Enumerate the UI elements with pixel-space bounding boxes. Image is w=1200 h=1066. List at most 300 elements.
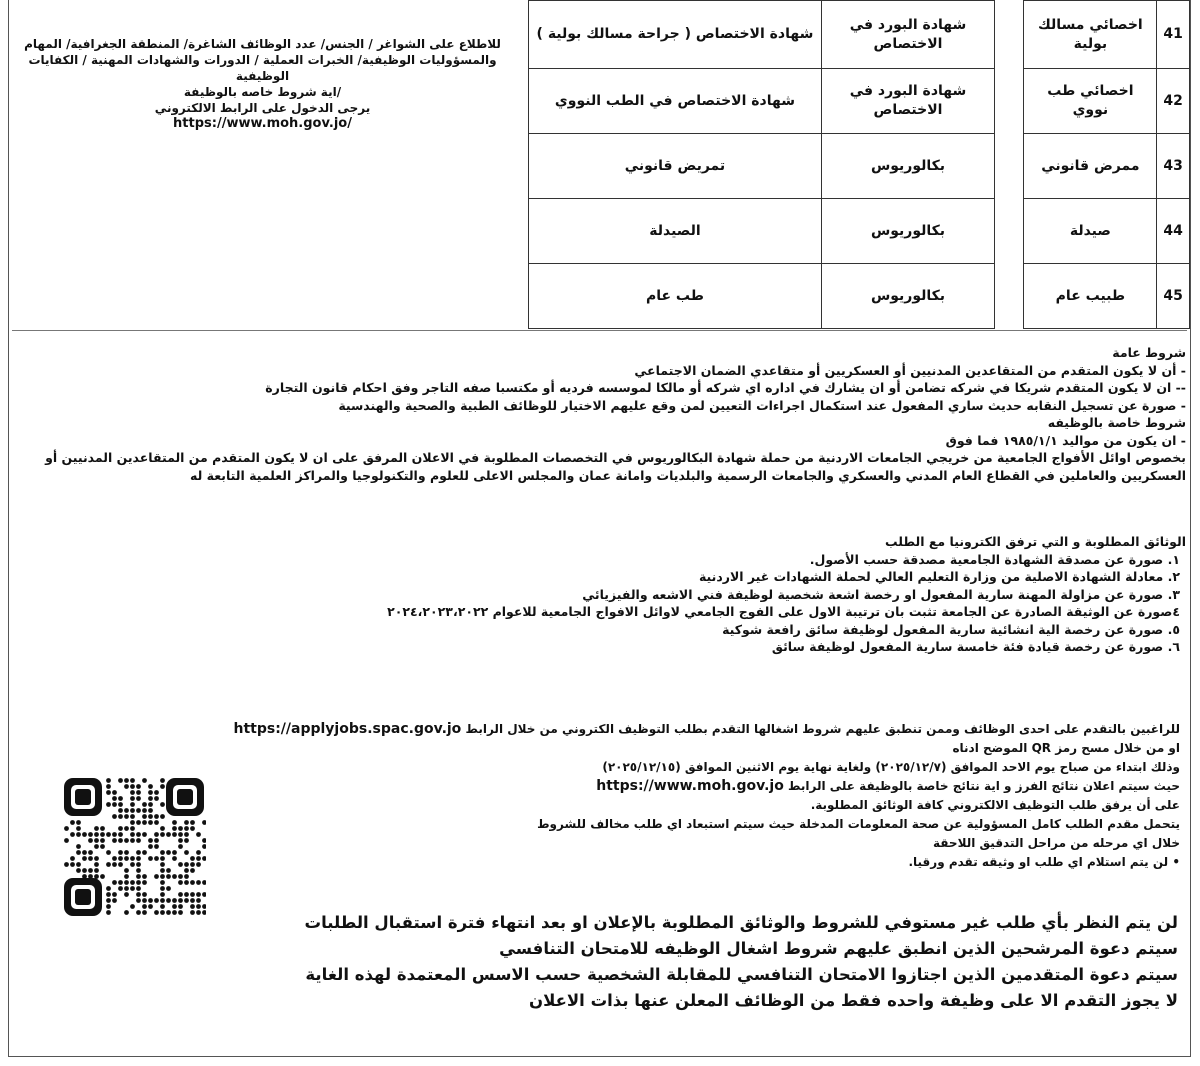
qr-module (124, 850, 129, 855)
qr-module (160, 784, 165, 789)
qr-module (70, 820, 75, 825)
qr-module (136, 832, 141, 837)
qr-module (106, 802, 111, 807)
qr-module (70, 832, 75, 837)
application-line (180, 777, 1180, 796)
qr-module (106, 904, 111, 909)
note-line: يرجى الدخول على الرابط الالكتروني (154, 101, 371, 115)
qr-module (118, 880, 123, 885)
qr-module (130, 826, 135, 831)
qr-module (124, 874, 129, 879)
qr-module (196, 904, 201, 909)
qr-module (118, 832, 123, 837)
final-note: سيتم دعوة المرشحين الذين انطبق عليهم شروط اشغال الوظيفه للامتحان التنافسي (499, 939, 1178, 958)
document-item: ٥. صورة عن رخصة الية انشائية سارية المفعول لوظيفة سائق رافعة شوكية (722, 621, 1180, 637)
application-line: او من خلال مسح رمز QR الموضح ادناه (952, 741, 1180, 755)
qr-module (94, 844, 99, 849)
qr-module (136, 874, 141, 879)
condition-item: -- ان لا يكون المتقدم شريكا في شركه تضامن أو ان يشارك في اداره اي شركه أو مالكا لموسسه فرديه أو مكتسبا صفه التاجر وفق احكام قانون التجارة (265, 380, 1186, 395)
apply-link[interactable]: https://applyjobs.spac.gov.jo (233, 721, 462, 737)
qr-module (106, 886, 111, 891)
qr-module (184, 838, 189, 843)
qr-module (82, 850, 87, 855)
qr-module (202, 820, 206, 825)
vacancy-info-note (10, 36, 515, 132)
qr-module (64, 826, 69, 831)
qr-module (118, 778, 123, 783)
qr-module (76, 832, 81, 837)
qr-module (124, 814, 129, 819)
qr-module (94, 856, 99, 861)
final-note: لا يجوز التقدم الا على وظيفة واحده فقط من الوظائف المعلن عنها بذات الاعلان (529, 991, 1178, 1010)
qr-module (148, 790, 153, 795)
qr-module (118, 838, 123, 843)
job-specialty: الصيدلة (529, 199, 822, 264)
qr-module (142, 814, 147, 819)
qr-module (202, 844, 206, 849)
qr-module (184, 850, 189, 855)
job-specialty: تمريض قانوني (529, 134, 822, 199)
qr-module (142, 898, 147, 903)
qr-module (190, 862, 195, 867)
qr-module (160, 886, 165, 891)
qr-module (148, 898, 153, 903)
qr-module (190, 898, 195, 903)
job-number: 42 (1157, 69, 1190, 134)
qr-module (178, 892, 183, 897)
application-text: حيث سيتم اعلان نتائج الفرز و اية نتائج خاصة بالوظيفة على الرابط (788, 779, 1180, 793)
note-line: للاطلاع على الشواغر / الجنس/ عدد الوظائف الشاغرة/ المنطقة الجغرافية/ المهام (24, 37, 501, 51)
qr-module (160, 880, 165, 885)
qr-module (184, 874, 189, 879)
qr-module (112, 814, 117, 819)
job-degree: شهادة البورد في الاختصاص (821, 69, 994, 134)
job-name: اخصائي مسالك بولية (1024, 1, 1157, 69)
results-link[interactable]: https://www.moh.gov.jo (596, 778, 784, 794)
qr-module (148, 784, 153, 789)
qr-module (112, 796, 117, 801)
qr-module (202, 892, 206, 897)
qr-module (88, 838, 93, 843)
qr-module (154, 910, 159, 915)
page-border-right (1190, 0, 1191, 1056)
qr-module (202, 838, 206, 843)
qr-module (172, 874, 177, 879)
qr-module (190, 820, 195, 825)
qr-module (124, 808, 129, 813)
qr-module (118, 850, 123, 855)
qr-module (142, 874, 147, 879)
qr-module (202, 910, 206, 915)
qr-module (142, 850, 147, 855)
qr-module (130, 862, 135, 867)
qr-module (76, 826, 81, 831)
qr-module (136, 838, 141, 843)
qr-module (130, 820, 135, 825)
qr-module (112, 832, 117, 837)
qr-module (166, 886, 171, 891)
job-name: صيدلة (1024, 199, 1157, 264)
qr-module (160, 910, 165, 915)
qr-module (112, 892, 117, 897)
general-conditions-title: شروط عامة (1112, 345, 1186, 360)
qr-module (184, 862, 189, 867)
qr-module (184, 826, 189, 831)
qr-module (100, 826, 105, 831)
qr-module (160, 868, 165, 873)
document-item: ١. صورة عن مصدقة الشهادة الجامعية مصدقة حسب الأصول. (809, 551, 1180, 567)
qr-module (148, 856, 153, 861)
job-degree: بكالوريوس (821, 264, 994, 329)
qr-module (100, 874, 105, 879)
qr-module (160, 862, 165, 867)
document-item: ٤صورة عن الوثيقة الصادرة عن الجامعة تثبت بان ترتيبة الاول على الفوج الجامعي لاوائل الافواج الجامعية للاعوام ٢٠٢٤،٢٠٢٣،٢٠٢٢ (387, 604, 1180, 619)
qr-module (172, 850, 177, 855)
qr-module (112, 898, 117, 903)
application-line: على أن يرفق طلب التوظيف الالكتروني كافة الوثائق المطلوبة. (810, 798, 1180, 812)
qr-module (166, 910, 171, 915)
qr-module (76, 862, 81, 867)
qr-module (196, 910, 201, 915)
qr-module (124, 886, 129, 891)
final-notes (298, 910, 1178, 1014)
qr-module (202, 880, 206, 885)
qr-module (118, 856, 123, 861)
qr-module (112, 838, 117, 843)
qr-module (178, 880, 183, 885)
qr-module (202, 856, 206, 861)
qr-module (130, 802, 135, 807)
qr-module (136, 784, 141, 789)
qr-module (100, 844, 105, 849)
qr-module (148, 796, 153, 801)
application-line: وذلك ابتداء من صباح يوم الاحد الموافق (٢٠٢٥/١٢/٧) ولغاية نهاية يوم الاثنين الموافق (٢٠٢٥/١٢/١٥) (602, 760, 1180, 774)
qr-module (136, 892, 141, 897)
qr-module (166, 868, 171, 873)
column-gap (995, 199, 1024, 264)
qr-module (154, 856, 159, 861)
qr-module (154, 844, 159, 849)
qr-module (76, 820, 81, 825)
qr-module (154, 790, 159, 795)
qr-module (124, 838, 129, 843)
qr-module (178, 826, 183, 831)
table-row (529, 69, 1190, 134)
page-border-left (8, 0, 9, 1056)
qr-module (172, 910, 177, 915)
qr-module (124, 856, 129, 861)
qr-module (172, 898, 177, 903)
qr-module (106, 910, 111, 915)
qr-module (106, 862, 111, 867)
application-line: يتحمل مقدم الطلب كامل المسؤولية عن صحة المعلومات المدخلة حيث سيتم استبعاد اي طلب مخالف للشروط (537, 817, 1180, 831)
qr-module (160, 898, 165, 903)
qr-module (172, 856, 177, 861)
qr-module (178, 844, 183, 849)
qr-module (160, 832, 165, 837)
qr-module (160, 874, 165, 879)
qr-module (136, 808, 141, 813)
application-text: للراغبين بالتقدم على احدى الوظائف وممن تنطبق عليهم شروط اشغالها التقدم بطلب التوظيف الكتروني من خلال الرابط (465, 722, 1180, 736)
column-gap (995, 134, 1024, 199)
qr-module (130, 790, 135, 795)
final-note: لن يتم النظر بأي طلب غير مستوفي للشروط والوثائق المطلوبة بالإعلان او بعد انتهاء فترة استقبال الطلبات (304, 913, 1178, 932)
conditions-section (16, 344, 1186, 484)
qr-module (130, 886, 135, 891)
qr-module (190, 856, 195, 861)
qr-module (196, 898, 201, 903)
qr-module (118, 814, 123, 819)
qr-module (88, 832, 93, 837)
qr-module (142, 880, 147, 885)
jobs-table (528, 0, 1190, 329)
qr-module (142, 904, 147, 909)
qr-module (148, 904, 153, 909)
qr-module (184, 820, 189, 825)
job-name: اخصائي طب نووي (1024, 69, 1157, 134)
qr-module (112, 856, 117, 861)
qr-module (130, 856, 135, 861)
qr-module (112, 790, 117, 795)
qr-module (112, 802, 117, 807)
qr-module (94, 874, 99, 879)
qr-module (178, 904, 183, 909)
qr-module (130, 808, 135, 813)
qr-module (136, 868, 141, 873)
qr-module (172, 826, 177, 831)
qr-module (154, 898, 159, 903)
table-row (529, 199, 1190, 264)
condition-item: بخصوص اوائل الأفواج الجامعية من خريجي الجامعات الاردنية من حملة شهادة البكالوريوس في التخصصات المطلوبة في الاعلان المرفق على ان لا يكون المتقدم من المتقاعدين المدنيين أو العسكريين والعاملين في القطاع العام المدني والعسكري والجامعات الرسمية والبلديات وامانة عمان والمجلس الاعلى للعلوم والتكنولوجيا والمراكز العلمية التابعة له (45, 450, 1186, 483)
qr-module (94, 826, 99, 831)
qr-module (190, 892, 195, 897)
qr-module (190, 826, 195, 831)
qr-module (88, 868, 93, 873)
page-border-bottom (8, 1056, 1191, 1057)
qr-module (130, 796, 135, 801)
qr-module (130, 778, 135, 783)
qr-module (106, 778, 111, 783)
section-divider (12, 330, 1187, 331)
qr-module (178, 832, 183, 837)
qr-module (124, 778, 129, 783)
qr-module (118, 802, 123, 807)
qr-module (124, 892, 129, 897)
qr-module (154, 796, 159, 801)
qr-module (178, 838, 183, 843)
qr-module (184, 868, 189, 873)
qr-module (190, 910, 195, 915)
qr-module (118, 862, 123, 867)
qr-module (88, 850, 93, 855)
job-degree: بكالوريوس (821, 134, 994, 199)
qr-module (184, 898, 189, 903)
qr-code-icon[interactable] (62, 776, 206, 918)
condition-item: - أن لا يكون المتقدم من المتقاعدين المدنيين أو العسكريين أو متقاعدي الضمان الاجتماعي (634, 362, 1186, 378)
qr-module (64, 838, 69, 843)
qr-module (166, 874, 171, 879)
qr-module (130, 832, 135, 837)
qr-module (178, 898, 183, 903)
qr-module (160, 904, 165, 909)
document-item: ٢. معادلة الشهادة الاصلية من وزارة التعليم العالي لحملة الشهادات غير الاردنية (698, 569, 1180, 584)
qr-module (154, 814, 159, 819)
qr-module (76, 868, 81, 873)
qr-module (184, 892, 189, 897)
qr-module (136, 862, 141, 867)
qr-module (160, 778, 165, 783)
qr-module (106, 892, 111, 897)
qr-module (106, 790, 111, 795)
qr-module (130, 814, 135, 819)
qr-module (106, 850, 111, 855)
qr-module (136, 880, 141, 885)
qr-module (196, 832, 201, 837)
qr-module (154, 838, 159, 843)
qr-module (172, 820, 177, 825)
document-item: ٦. صورة عن رخصة قيادة فئة خامسة سارية المفعول لوظيفة سائق (771, 639, 1180, 654)
qr-module (142, 832, 147, 837)
qr-module (130, 880, 135, 885)
qr-module (178, 874, 183, 879)
qr-module (142, 778, 147, 783)
qr-module (82, 874, 87, 879)
condition-item: - صورة عن تسجيل النقابه حديث ساري المفعول عند استكمال اجراءات التعيين لمن وقع عليهم الاختيار للوظائف الطبية والصحية والهندسية (338, 397, 1186, 413)
moh-link[interactable]: https://www.moh.gov.jo/ (173, 116, 352, 131)
qr-module (142, 820, 147, 825)
qr-module (118, 826, 123, 831)
qr-module (118, 796, 123, 801)
job-degree: بكالوريوس (821, 199, 994, 264)
qr-module (172, 832, 177, 837)
qr-module (142, 910, 147, 915)
qr-module (88, 856, 93, 861)
qr-module (196, 892, 201, 897)
qr-module (136, 898, 141, 903)
condition-item: - ان يكون من مواليد ١٩٨٥/١/١ فما فوق (945, 432, 1186, 448)
qr-module (136, 820, 141, 825)
qr-module (70, 856, 75, 861)
qr-module (196, 850, 201, 855)
job-specialty: طب عام (529, 264, 822, 329)
qr-module (136, 856, 141, 861)
qr-module (142, 892, 147, 897)
qr-module (76, 850, 81, 855)
special-conditions-title: شروط خاصة بالوظيفه (1047, 415, 1186, 430)
job-name: طبيب عام (1024, 264, 1157, 329)
qr-module (88, 874, 93, 879)
qr-module (142, 802, 147, 807)
qr-module (178, 862, 183, 867)
qr-module (148, 802, 153, 807)
qr-module (196, 856, 201, 861)
qr-module (100, 838, 105, 843)
job-number: 45 (1157, 264, 1190, 329)
qr-module (154, 874, 159, 879)
qr-module (160, 802, 165, 807)
qr-module (130, 838, 135, 843)
qr-module (106, 784, 111, 789)
table-row (529, 134, 1190, 199)
qr-module (112, 880, 117, 885)
qr-module (130, 904, 135, 909)
qr-module (130, 784, 135, 789)
qr-module (124, 784, 129, 789)
qr-module (196, 880, 201, 885)
qr-module (190, 880, 195, 885)
qr-module (124, 880, 129, 885)
qr-module (106, 898, 111, 903)
qr-module (82, 856, 87, 861)
qr-module (124, 910, 129, 915)
job-name: ممرض قانوني (1024, 134, 1157, 199)
qr-module (94, 832, 99, 837)
qr-module (154, 820, 159, 825)
qr-module (148, 844, 153, 849)
column-gap (995, 69, 1024, 134)
qr-module (148, 820, 153, 825)
documents-section (16, 533, 1186, 656)
qr-module (118, 886, 123, 891)
qr-module (94, 862, 99, 867)
qr-module (148, 838, 153, 843)
qr-module (136, 886, 141, 891)
qr-module (70, 862, 75, 867)
qr-module (172, 904, 177, 909)
qr-module (136, 850, 141, 855)
job-specialty: شهادة الاختصاص ( جراحة مسالك بولية ) (529, 1, 822, 69)
qr-module (94, 868, 99, 873)
note-line: /اية شروط خاصه بالوظيفة (183, 85, 342, 99)
qr-module (166, 832, 171, 837)
qr-module (82, 868, 87, 873)
qr-module (196, 862, 201, 867)
note-line: والمسؤوليات الوظيفية/ الخبرات العملية / الدورات والشهادات المهنية / الكفايات الوظيفية (28, 53, 497, 83)
qr-module (142, 808, 147, 813)
qr-module (64, 862, 69, 867)
qr-module (160, 892, 165, 897)
qr-module (190, 868, 195, 873)
job-specialty: شهادة الاختصاص في الطب النووي (529, 69, 822, 134)
qr-module (184, 832, 189, 837)
qr-module (112, 862, 117, 867)
qr-module (94, 838, 99, 843)
job-number: 44 (1157, 199, 1190, 264)
documents-title: الوثائق المطلوبة و التي ترفق الكترونيا مع الطلب (885, 534, 1186, 549)
qr-module (100, 832, 105, 837)
application-line: • لن يتم استلام اي طلب او وثيقه تقدم ورقيا. (908, 855, 1180, 869)
final-note: سيتم دعوة المتقدمين الذين اجتازوا الامتحان التنافسي للمقابلة الشخصية حسب الاسس المعتمدة لهذه الغاية (305, 965, 1178, 984)
qr-module (136, 790, 141, 795)
application-section (180, 720, 1180, 872)
qr-module (160, 850, 165, 855)
qr-module (178, 910, 183, 915)
qr-module (82, 832, 87, 837)
qr-module (202, 904, 206, 909)
qr-module (118, 808, 123, 813)
qr-module (154, 832, 159, 837)
qr-module (166, 898, 171, 903)
qr-module (136, 910, 141, 915)
job-degree: شهادة البورد في الاختصاص (821, 1, 994, 69)
column-gap (995, 264, 1024, 329)
qr-module (160, 856, 165, 861)
qr-module (184, 880, 189, 885)
qr-module (166, 850, 171, 855)
job-number: 41 (1157, 1, 1190, 69)
qr-module (148, 814, 153, 819)
qr-module (106, 832, 111, 837)
